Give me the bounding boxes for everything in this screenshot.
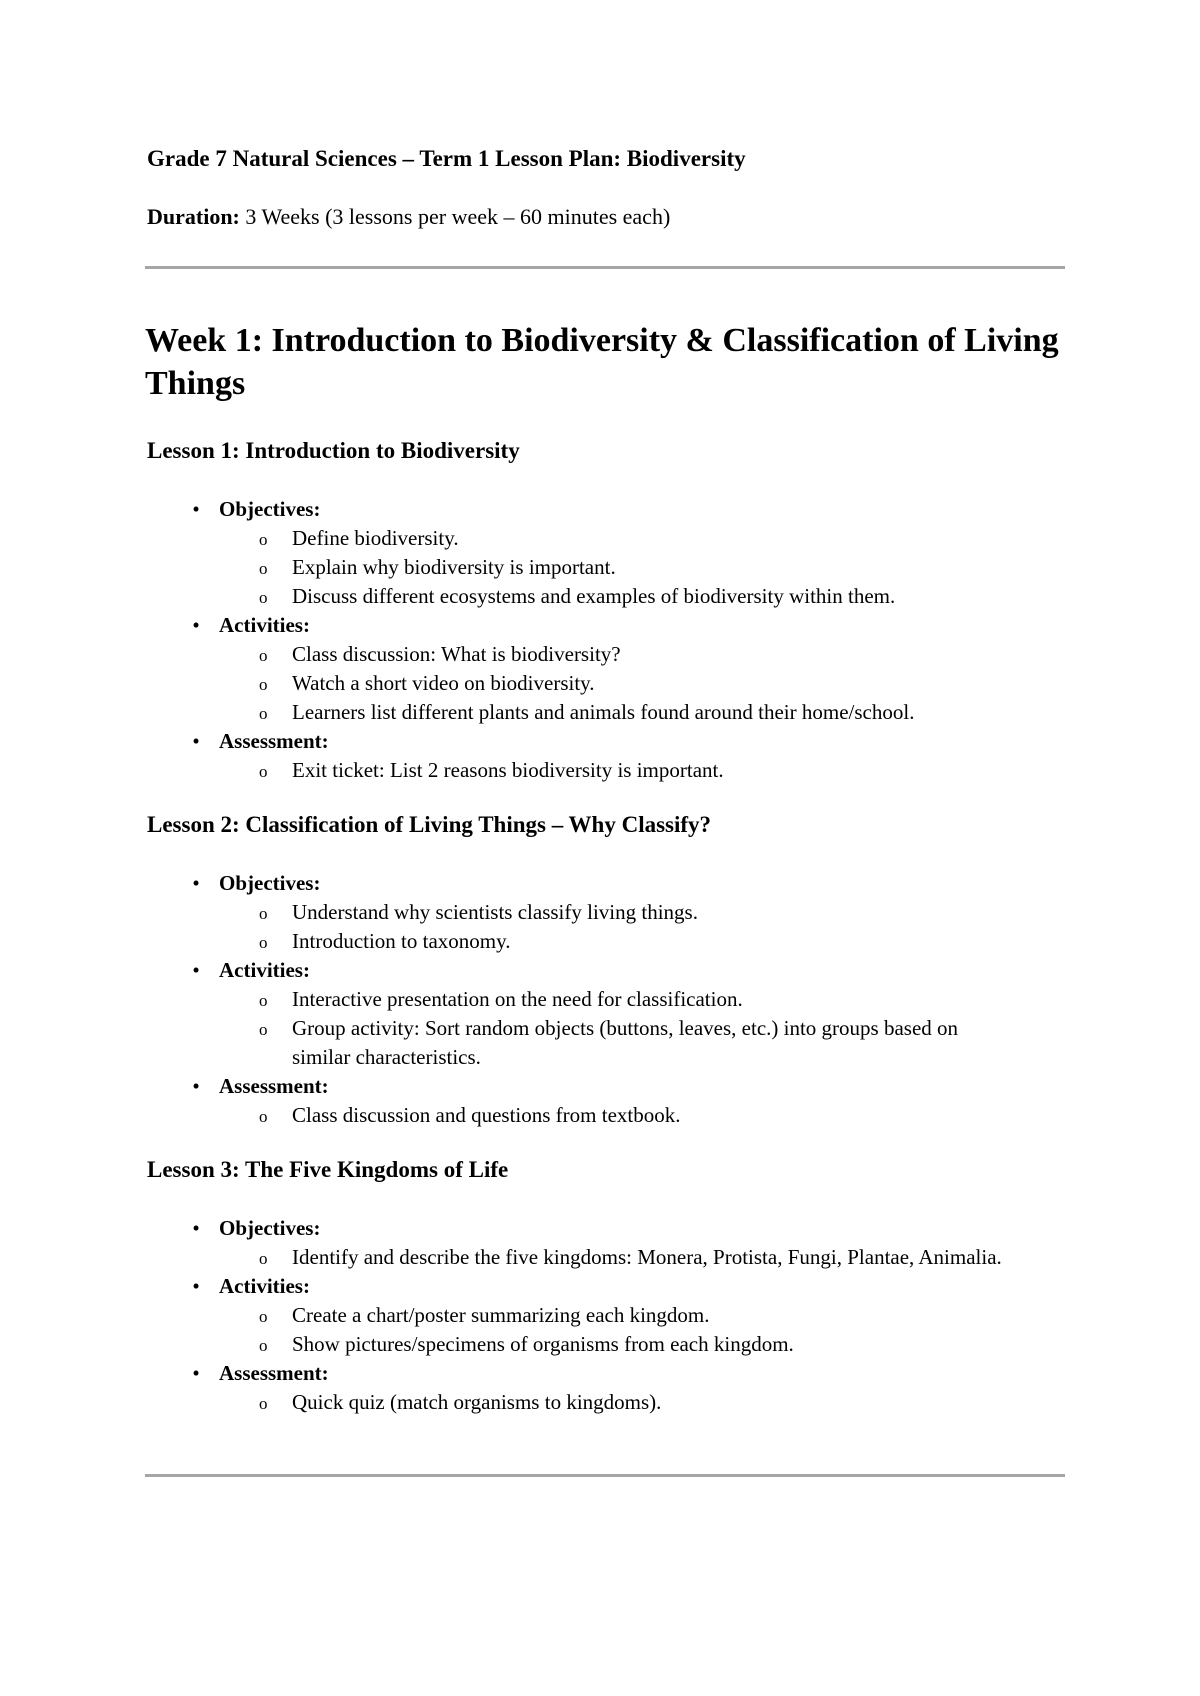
list-item bbox=[219, 669, 1066, 698]
list-item bbox=[219, 582, 1066, 611]
list-item-text: Create a chart/poster summarizing each kingdom. bbox=[292, 1303, 710, 1327]
activities-list bbox=[219, 985, 1066, 1072]
bullet-icon: • bbox=[192, 729, 200, 753]
lesson-1-content bbox=[186, 495, 1066, 785]
section-label: Objectives: bbox=[219, 1216, 321, 1240]
section-label: Activities: bbox=[219, 1274, 310, 1298]
list-item-text: Discuss different ecosystems and examples of biodiversity within them. bbox=[292, 584, 896, 608]
circle-bullet-icon: o bbox=[259, 904, 268, 923]
bullet-icon: • bbox=[192, 1216, 200, 1240]
bullet-icon: • bbox=[192, 871, 200, 895]
circle-bullet-icon: o bbox=[259, 646, 268, 665]
document-title: Grade 7 Natural Sciences – Term 1 Lesson Plan: Biodiversity bbox=[147, 146, 746, 171]
bullet-icon: • bbox=[192, 497, 200, 521]
objectives-list bbox=[219, 524, 1066, 611]
lesson-1-assessment bbox=[186, 727, 1066, 785]
list-item bbox=[219, 524, 1066, 553]
section-label: Objectives: bbox=[219, 871, 321, 895]
lesson-2-content bbox=[186, 869, 1066, 1130]
activities-list bbox=[219, 1301, 1066, 1359]
bullet-icon: • bbox=[192, 1361, 200, 1385]
circle-bullet-icon: o bbox=[259, 588, 268, 607]
circle-bullet-icon: o bbox=[259, 1107, 268, 1126]
list-item-text: Understand why scientists classify living things. bbox=[292, 900, 698, 924]
list-item bbox=[219, 1243, 1066, 1272]
section-label: Assessment: bbox=[219, 1074, 329, 1098]
circle-bullet-icon: o bbox=[259, 1249, 268, 1268]
list-item bbox=[219, 985, 1066, 1014]
lesson-3-content bbox=[186, 1214, 1066, 1417]
circle-bullet-icon: o bbox=[259, 1394, 268, 1413]
horizontal-rule-bottom bbox=[145, 1474, 1065, 1477]
list-item-text: Quick quiz (match organisms to kingdoms). bbox=[292, 1390, 662, 1414]
list-item-text: Watch a short video on biodiversity. bbox=[292, 671, 595, 695]
circle-bullet-icon: o bbox=[259, 1020, 268, 1039]
objectives-list bbox=[219, 898, 1066, 956]
lesson-2-objectives bbox=[186, 869, 1066, 956]
lesson-3-assessment bbox=[186, 1359, 1066, 1417]
list-item bbox=[219, 698, 1066, 727]
list-item bbox=[219, 898, 1066, 927]
list-item-text: Define biodiversity. bbox=[292, 526, 459, 550]
list-item-text: Learners list different plants and animals found around their home/school. bbox=[292, 700, 915, 724]
section-label: Objectives: bbox=[219, 497, 321, 521]
list-item bbox=[219, 1301, 1066, 1330]
bullet-icon: • bbox=[192, 958, 200, 982]
assessment-list bbox=[219, 1101, 1066, 1130]
list-item bbox=[219, 553, 1066, 582]
circle-bullet-icon: o bbox=[259, 559, 268, 578]
week-heading: Week 1: Introduction to Biodiversity & Classification of Living Things bbox=[145, 322, 1059, 402]
lesson-2-heading: Lesson 2: Classification of Living Things – Why Classify? bbox=[147, 812, 712, 837]
list-item-text: Group activity: Sort random objects (buttons, leaves, etc.) into groups based on similar characteristics. bbox=[292, 1016, 959, 1069]
circle-bullet-icon: o bbox=[259, 704, 268, 723]
circle-bullet-icon: o bbox=[259, 933, 268, 952]
list-item-text: Identify and describe the five kingdoms: Monera, Protista, Fungi, Plantae, Animalia. bbox=[292, 1245, 1002, 1269]
lesson-2-activities bbox=[186, 956, 1066, 1072]
list-item-text: Interactive presentation on the need for classification. bbox=[292, 987, 743, 1011]
bullet-icon: • bbox=[192, 1274, 200, 1298]
duration-line bbox=[147, 204, 670, 230]
lesson-1-activities bbox=[186, 611, 1066, 727]
circle-bullet-icon: o bbox=[259, 762, 268, 781]
list-item bbox=[219, 640, 1066, 669]
lesson-3-activities bbox=[186, 1272, 1066, 1359]
circle-bullet-icon: o bbox=[259, 675, 268, 694]
list-item-text: Show pictures/specimens of organisms from each kingdom. bbox=[292, 1332, 794, 1356]
list-item bbox=[219, 1388, 1066, 1417]
circle-bullet-icon: o bbox=[259, 1336, 268, 1355]
objectives-list bbox=[219, 1243, 1066, 1272]
list-item-text: Class discussion and questions from textbook. bbox=[292, 1103, 681, 1127]
section-label: Activities: bbox=[219, 613, 310, 637]
lesson-1-heading: Lesson 1: Introduction to Biodiversity bbox=[147, 438, 520, 463]
circle-bullet-icon: o bbox=[259, 991, 268, 1010]
list-item-text: Explain why biodiversity is important. bbox=[292, 555, 616, 579]
bullet-icon: • bbox=[192, 1074, 200, 1098]
bullet-icon: • bbox=[192, 613, 200, 637]
section-label: Assessment: bbox=[219, 1361, 329, 1385]
assessment-list bbox=[219, 1388, 1066, 1417]
section-label: Assessment: bbox=[219, 729, 329, 753]
duration-label: Duration: bbox=[147, 204, 240, 229]
list-item bbox=[219, 927, 1066, 956]
list-item-text: Exit ticket: List 2 reasons biodiversity is important. bbox=[292, 758, 724, 782]
section-label: Activities: bbox=[219, 958, 310, 982]
lesson-3-objectives bbox=[186, 1214, 1066, 1272]
list-item-text: Class discussion: What is biodiversity? bbox=[292, 642, 621, 666]
circle-bullet-icon: o bbox=[259, 1307, 268, 1326]
lesson-3-heading: Lesson 3: The Five Kingdoms of Life bbox=[147, 1157, 509, 1182]
list-item bbox=[219, 1101, 1066, 1130]
list-item bbox=[219, 1330, 1066, 1359]
duration-value: 3 Weeks (3 lessons per week – 60 minutes each) bbox=[239, 204, 671, 229]
circle-bullet-icon: o bbox=[259, 530, 268, 549]
activities-list bbox=[219, 640, 1066, 727]
horizontal-rule-top bbox=[145, 266, 1065, 269]
list-item bbox=[219, 756, 1066, 785]
lesson-2-assessment bbox=[186, 1072, 1066, 1130]
list-item bbox=[219, 1014, 1066, 1072]
assessment-list bbox=[219, 756, 1066, 785]
lesson-1-objectives bbox=[186, 495, 1066, 611]
list-item-text: Introduction to taxonomy. bbox=[292, 929, 511, 953]
